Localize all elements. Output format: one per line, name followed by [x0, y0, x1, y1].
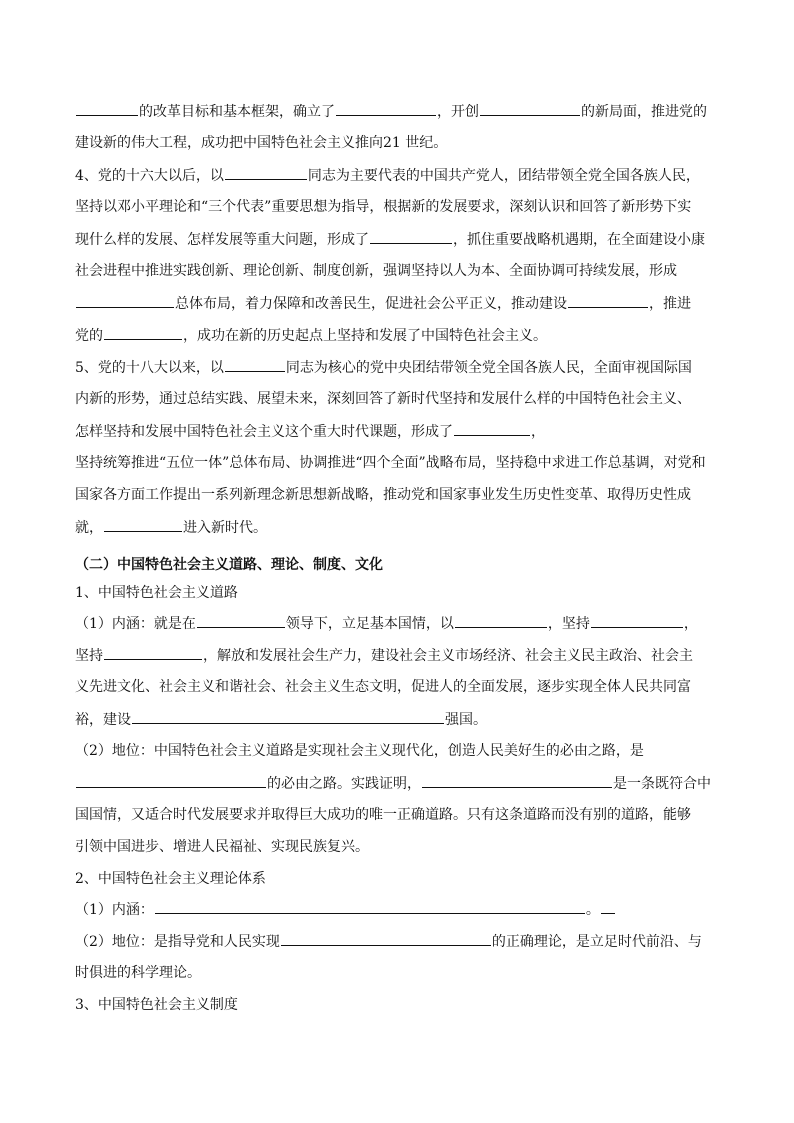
- fill-blank[interactable]: [568, 293, 648, 308]
- fill-blank[interactable]: [422, 773, 612, 788]
- fill-blank[interactable]: [104, 325, 182, 340]
- text-segment: 4、党的十六大以后，以: [75, 168, 224, 184]
- text-line-7: [75, 293, 691, 313]
- text-segment: ，: [683, 616, 698, 632]
- text-segment: ，抓住重要战略机遇期，在全面建设小康: [453, 232, 705, 248]
- text-segment: ，坚持: [547, 616, 590, 632]
- fill-blank[interactable]: [76, 101, 138, 116]
- text-line-q3: [75, 963, 201, 983]
- text-segment: 。: [585, 902, 600, 918]
- text-segment: 坚持: [75, 648, 103, 664]
- text-line-8: [75, 325, 547, 345]
- text-segment: （1）内涵：: [75, 902, 154, 918]
- text-line-p4: [75, 709, 487, 729]
- text-segment: 裕，建设: [75, 712, 131, 728]
- text-line-p1: [75, 613, 698, 633]
- fill-blank[interactable]: [155, 899, 585, 914]
- text-line-10: [75, 389, 691, 409]
- text-line-p6: [75, 773, 711, 793]
- fill-blank[interactable]: [601, 899, 615, 914]
- fill-blank[interactable]: [454, 421, 530, 436]
- text-segment: ，推进: [649, 296, 691, 312]
- text-line-p8: [75, 837, 369, 857]
- subsection-title: 1、中国特色社会主义道路: [75, 585, 238, 601]
- text-segment: 领导下，立足基本国情，以: [285, 616, 454, 632]
- text-segment: 内新的形势，通过总结实践、展望未来，深刻回答了新时代坚持和发展什么样的中国特色社会主义、: [75, 391, 691, 407]
- text-line-p3: [75, 677, 691, 697]
- text-segment: 党的: [75, 328, 103, 344]
- text-segment: ，开创: [437, 104, 479, 120]
- text-line-3: [75, 165, 700, 185]
- text-segment: 是一条既符合中: [613, 776, 711, 792]
- text-segment: 坚持以邓小平理论和“三个代表”重要思想为指导，根据新的发展要求，深刻认识和回答了新形势下实: [75, 199, 692, 215]
- text-line-13: [75, 485, 691, 505]
- text-segment: 国家各方面工作提出一系列新理念新思想新战略，推动党和国家事业发生历史性变革、取得历史性成: [75, 487, 691, 503]
- text-line-p5: [75, 741, 644, 761]
- text-segment: 的正确理论，是立足时代前沿、与: [491, 934, 702, 950]
- text-line-6: [75, 261, 677, 281]
- text-segment: 的必由之路。实践证明，: [267, 776, 421, 792]
- text-segment: 社会进程中推进实践创新、理论创新、制度创新，强调坚持以人为本、全面协调可持续发展，形成: [75, 263, 677, 279]
- fill-blank[interactable]: [104, 517, 182, 532]
- fill-blank[interactable]: [281, 931, 491, 946]
- text-segment: 5、党的十八大以来，以: [75, 360, 224, 376]
- text-segment: ，成功在新的历史起点上坚持和发展了中国特色社会主义。: [183, 328, 547, 344]
- subsection-title: 3、中国特色社会主义制度: [75, 997, 238, 1013]
- text-segment: 国国情，又适合时代发展要求并取得巨大成功的唯一正确道路。只有这条道路而没有别的道路，能够: [75, 807, 691, 823]
- text-line-12: [75, 453, 706, 473]
- text-segment: 的改革目标和基本框架，确立了: [139, 104, 335, 120]
- text-segment: ，: [531, 424, 545, 440]
- text-line-2: [75, 133, 447, 153]
- text-segment: （2）地位：是指导党和人民实现: [75, 934, 280, 950]
- text-segment: 强国。: [445, 712, 487, 728]
- text-line-p7: [75, 805, 691, 825]
- text-segment: 进入新时代。: [183, 520, 267, 536]
- subsection-title: 2、中国特色社会主义理论体系: [75, 871, 266, 887]
- fill-blank[interactable]: [197, 613, 285, 628]
- text-line-q2: [75, 931, 702, 951]
- text-segment: 同志为核心的党中央团结带领全党全国各族人民，全面审视国际国: [285, 360, 692, 376]
- text-line-14: [75, 517, 267, 537]
- fill-blank[interactable]: [225, 357, 285, 372]
- text-segment: 引领中国进步、增进人民福祉、实现民族复兴。: [75, 839, 369, 855]
- text-line-q1: [75, 899, 616, 919]
- fill-blank[interactable]: [76, 293, 174, 308]
- text-segment: 现什么样的发展、怎样发展等重大问题，形成了: [75, 232, 369, 248]
- text-segment: （2）地位：中国特色社会主义道路是实现社会主义现代化，创造人民美好生的必由之路，是: [75, 743, 644, 759]
- text-segment: 同志为主要代表的中国共产党人，团结带领全党全国各族人民，: [307, 168, 700, 184]
- fill-blank[interactable]: [455, 613, 547, 628]
- text-line-5: [75, 229, 705, 249]
- fill-blank[interactable]: [104, 645, 202, 660]
- text-line-p2: [75, 645, 693, 665]
- fill-blank[interactable]: [370, 229, 452, 244]
- fill-blank[interactable]: [480, 101, 580, 116]
- fill-blank[interactable]: [76, 773, 266, 788]
- text-line-9: [75, 357, 692, 377]
- section-heading: （二）中国特色社会主义道路、理论、制度、文化: [75, 557, 383, 573]
- text-segment: 坚持统筹推进“五位一体”总体布局、协调推进“四个全面”战略布局，坚持稳中求进工作总基调，对党和: [75, 455, 706, 471]
- text-line-11: [75, 421, 545, 441]
- text-segment: 时俱进的科学理论。: [75, 965, 201, 981]
- text-segment: （1）内涵：就是在: [75, 616, 196, 632]
- fill-blank[interactable]: [132, 709, 444, 724]
- text-segment: 义先进文化、社会主义和谐社会、社会主义生态文明，促进人的全面发展，逐步实现全体人民共同富: [75, 679, 691, 695]
- text-segment: 总体布局，着力保障和改善民生，促进社会公平正义，推动建设: [175, 296, 567, 312]
- text-segment: 怎样坚持和发展中国特色社会主义这个重大时代课题，形成了: [75, 424, 453, 440]
- fill-blank[interactable]: [225, 165, 307, 180]
- text-segment: 建设新的伟大工程，成功把中国特色社会主义推向21 世纪。: [75, 135, 448, 151]
- text-segment: 的新局面，推进党的: [581, 104, 707, 120]
- text-line-1: [75, 101, 707, 121]
- fill-blank[interactable]: [591, 613, 683, 628]
- text-line-4: [75, 197, 691, 217]
- text-segment: 就，: [75, 520, 103, 536]
- text-segment: ，解放和发展社会生产力，建设社会主义市场经济、社会主义民主政治、社会主: [203, 648, 693, 664]
- fill-blank[interactable]: [336, 101, 436, 116]
